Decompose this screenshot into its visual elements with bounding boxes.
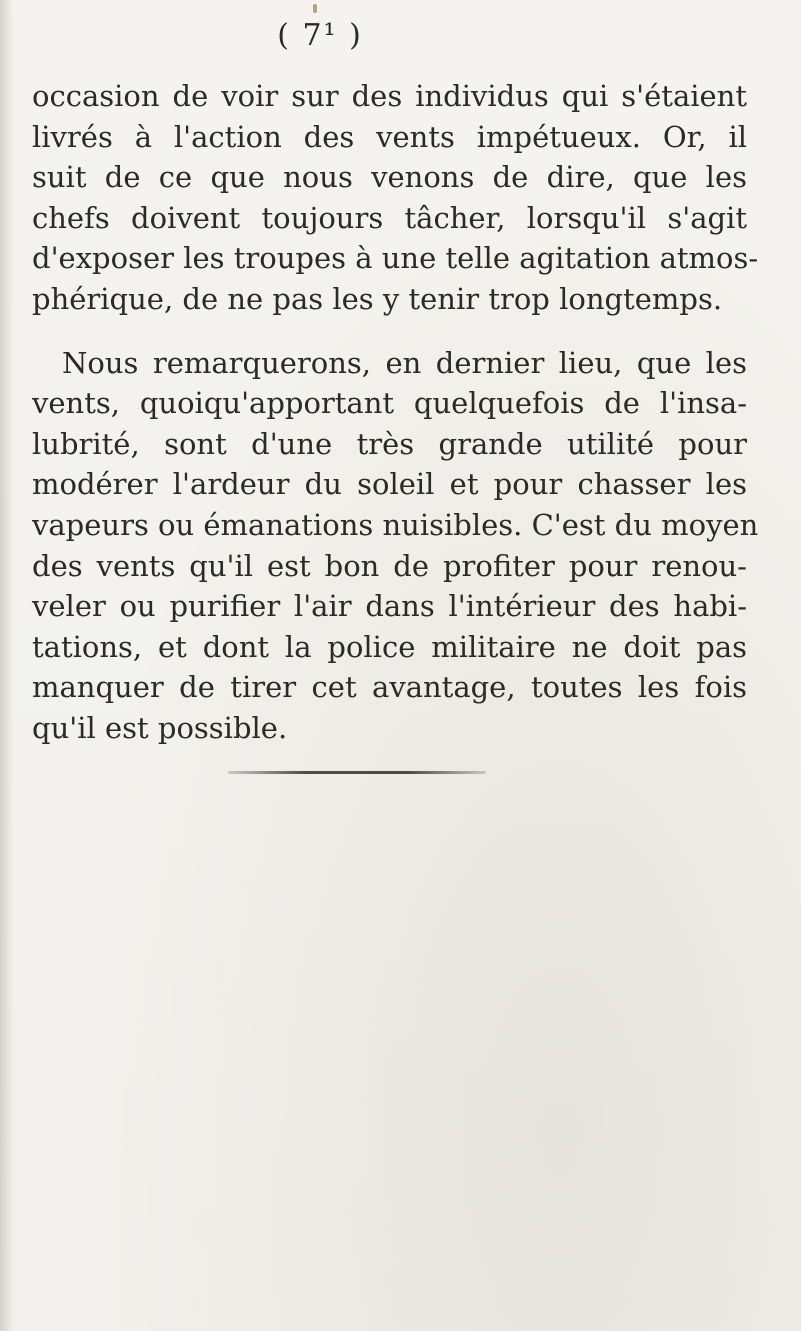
text-line: veler ou purifier l'air dans l'intérieur des habi- [32, 589, 747, 624]
text-line: manquer de tirer cet avantage, toutes les fois [32, 670, 747, 705]
page-number: ( 7¹ ) [277, 18, 363, 53]
text-line: lubrité, sont d'une très grande utilité pour [32, 426, 747, 461]
text-line: chefs doivent toujours tâcher, lorsqu'il s'agit [32, 200, 747, 235]
ink-speck [313, 4, 317, 13]
text-line: des vents qu'il est bon de profiter pour renou- [32, 548, 747, 583]
text-line: livrés à l'action des vents impétueux. Or, il [32, 119, 747, 154]
text-line: occasion de voir sur des individus qui s'étaient [32, 79, 747, 113]
paragraph-1 [32, 76, 759, 320]
text-line: suit de ce que nous venons de dire, que les [32, 160, 747, 195]
body-text [32, 76, 759, 749]
paragraph-2 [32, 343, 759, 749]
section-divider-rule [228, 771, 486, 774]
text-line: qu'il est possible. [32, 710, 288, 745]
text-line: modérer l'ardeur du soleil et pour chasser les [32, 467, 747, 502]
text-line: vapeurs ou émanations nuisibles. C'est du moyen [32, 507, 759, 542]
text-line: d'exposer les troupes à une telle agitation atmos- [32, 241, 759, 276]
text-line: Nous remarquerons, en dernier lieu, que les [62, 345, 747, 380]
paragraph-gap [32, 320, 747, 343]
text-line: tations, et dont la police militaire ne doit pas [32, 629, 747, 664]
text-line: phérique, de ne pas les y tenir trop longtemps. [32, 281, 723, 316]
text-line: vents, quoiqu'apportant quelquefois de l'insa- [32, 386, 747, 421]
page-edge-shadow [0, 0, 14, 1331]
